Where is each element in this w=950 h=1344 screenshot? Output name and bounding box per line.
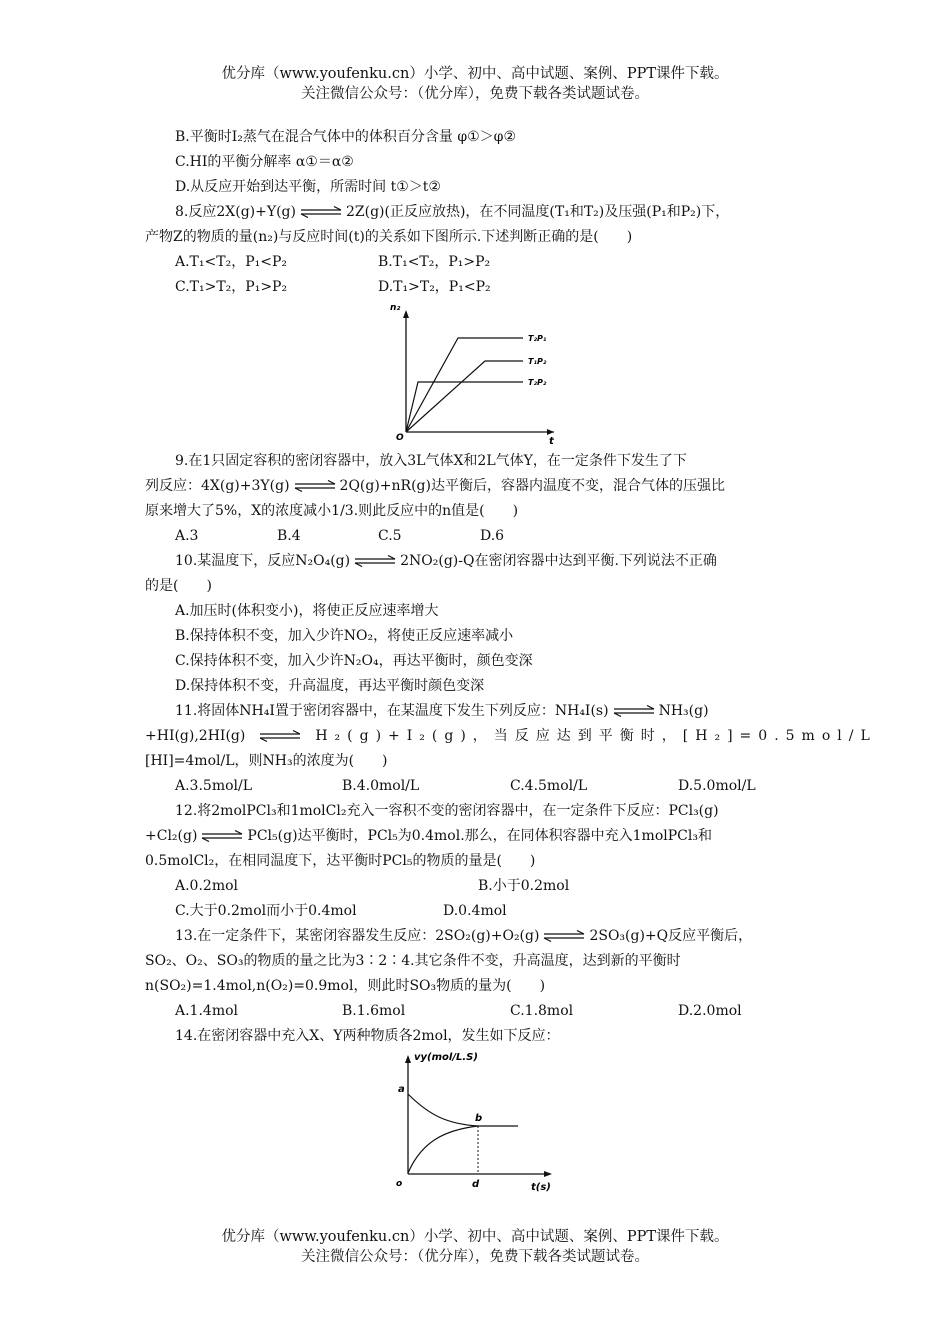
q14-curve-reverse — [408, 1126, 478, 1173]
footer-line-1: 优分库（www.youfenku.cn）小学、初中、高中试题、案例、PPT课件下载。 — [221, 1229, 729, 1245]
q12-option-c: C.大于0.2mol而小于0.4mol — [175, 903, 357, 919]
q8-curve-2-label: T₁P₂ — [528, 357, 547, 366]
q10-stem-line-1 — [175, 551, 717, 571]
q13-option-c: C.1.8mol — [510, 1003, 574, 1019]
q12-stem-part-c: PCl₅(g)达平衡时，PCl₅为0.4mol.那么，在同体积容器中充入1molPCl₃和 — [247, 828, 712, 844]
equilibrium-arrow-icon — [257, 730, 303, 742]
q14-graph-y-unit: y(mol/L.S) — [420, 1052, 478, 1063]
q14-graph-y-label — [414, 1052, 478, 1063]
q8-stem-line-2: 产物Z的物质的量(n₂)与反应时间(t)的关系如下图所示.下述判断正确的是( ) — [145, 229, 633, 245]
q12-option-b: B.小于0.2mol — [478, 878, 570, 894]
q8-graph-y-label: n₂ — [390, 303, 401, 313]
equilibrium-arrow-icon — [352, 555, 398, 567]
q11-option-a: A.3.5mol/L — [175, 778, 253, 794]
q12-option-d: D.0.4mol — [443, 903, 507, 919]
q11-stem-line-1 — [175, 701, 709, 721]
q9-stem-line-2 — [145, 476, 725, 496]
q14-stem-line-1: 14.在密闭容器中充入X、Y两种物质各2mol，发生如下反应： — [175, 1028, 560, 1044]
q12-stem-line-2 — [145, 826, 712, 846]
q11-option-d: D.5.0mol/L — [678, 778, 756, 794]
q8-curve-2 — [406, 361, 523, 432]
q8-stem-part-b: 2Z(g)(正反应放热)，在不同温度(T₁和T₂)及压强(P₁和P₂)下， — [345, 204, 730, 220]
q10-option-b: B.保持体积不变，加入少许NO₂，将使正反应速率减小 — [175, 628, 514, 644]
q14-graph-origin: o — [396, 1179, 403, 1189]
q14-graph-y-arrow-icon — [405, 1055, 411, 1063]
q8-graph-x-label: t — [549, 436, 554, 447]
equilibrium-arrow-icon — [298, 206, 344, 218]
q12-stem-part-b: +Cl₂(g) — [145, 828, 198, 844]
header-line-1: 优分库（www.youfenku.cn）小学、初中、高中试题、案例、PPT课件下载。 — [221, 66, 729, 82]
q12-stem-line-3: 0.5molCl₂，在相同温度下，达平衡时PCl₅的物质的量是( ) — [145, 853, 536, 869]
q8-curve-3 — [406, 382, 523, 432]
q13-option-d: D.2.0mol — [678, 1003, 742, 1019]
q9-stem-line-1: 9.在1只固定容积的密闭容器中，放入3L气体X和2L气体Y，在一定条件下发生了下 — [175, 453, 687, 469]
equilibrium-arrow-icon — [199, 830, 245, 842]
q8-option-d: D.T₁>T₂，P₁<P₂ — [378, 279, 491, 295]
q8-graph-origin: O — [396, 433, 404, 443]
q11-stem-line-2 — [145, 726, 877, 746]
q8-graph-x-arrow-icon — [547, 429, 554, 435]
q9-option-b: B.4 — [277, 528, 301, 544]
q9-option-d: D.6 — [480, 528, 505, 544]
q8-option-a: A.T₁<T₂，P₁<P₂ — [175, 254, 287, 270]
footer-line-2: 关注微信公众号：（优分库），免费下载各类试题试卷。 — [301, 1249, 649, 1265]
q10-stem-line-2: 的是( ) — [145, 578, 212, 594]
q9-option-c: C.5 — [378, 528, 402, 544]
q11-option-c: C.4.5mol/L — [510, 778, 588, 794]
q9-option-a: A.3 — [175, 528, 199, 544]
q13-stem-part-a: 13.在一定条件下，某密闭容器发生反应：2SO₂(g)+O₂(g) — [175, 928, 540, 944]
q7-option-c: C.HI的平衡分解率 α①＝α② — [175, 154, 354, 170]
q13-option-a: A.1.4mol — [175, 1003, 239, 1019]
q8-curve-1 — [406, 338, 523, 432]
q7-option-b: B.平衡时I₂蒸气在混合气体中的体积百分含量 φ①＞φ② — [175, 129, 517, 145]
q13-stem-line-2: SO₂、O₂、SO₃的物质的量之比为3∶2∶4.其它条件不变，升高温度，达到新的平衡时 — [145, 953, 681, 969]
q12-stem-line-1: 12.将2molPCl₃和1molCl₂充入一容积不变的密闭容器中，在一定条件下反应：PCl₃(g) — [175, 803, 719, 819]
q14-graph-x-arrow-icon — [544, 1171, 552, 1177]
q14-graph-y-label-v: v — [414, 1052, 421, 1063]
q8-option-b: B.T₁<T₂，P₁>P₂ — [378, 254, 491, 270]
q8-graph — [368, 298, 568, 448]
equilibrium-arrow-icon — [541, 930, 587, 942]
q8-option-c: C.T₁>T₂，P₁>P₂ — [175, 279, 288, 295]
q14-graph — [360, 1046, 560, 1198]
header-line-2: 关注微信公众号：（优分库），免费下载各类试题试卷。 — [301, 86, 649, 102]
q11-stem-part-a: 11.将固体NH₄I置于密闭容器中，在某温度下发生下列反应：NH₄I(s) — [175, 703, 609, 719]
q12-option-a: A.0.2mol — [175, 878, 239, 894]
q14-graph-point-b: b — [475, 1113, 483, 1124]
q11-stem-part-b: NH₃(g) — [658, 703, 709, 719]
q8-graph-y-arrow-icon — [403, 310, 409, 318]
q11-stem-part-d: H₂(g)+I₂(g)，当反应达到平衡时，[H₂]=0.5mol/L — [315, 728, 877, 744]
q9-stem-line-3: 原来增大了5%，X的浓度减小1/3.则此反应中的n值是( ) — [145, 503, 519, 519]
q9-stem-part-c: 2Q(g)+nR(g)达平衡后，容器内温度不变，混合气体的压强比 — [339, 478, 725, 494]
equilibrium-arrow-icon — [292, 480, 338, 492]
q11-option-b: B.4.0mol/L — [342, 778, 420, 794]
q11-stem-part-c: +HI(g),2HI(g) — [145, 728, 246, 744]
q10-stem-part-a: 10.某温度下，反应N₂O₄(g) — [175, 553, 351, 569]
q14-graph-point-a: a — [398, 1084, 405, 1095]
q13-stem-line-3: n(SO₂)=1.4mol,n(O₂)=0.9mol，则此时SO₃物质的量为( ) — [145, 978, 546, 994]
q8-stem-line-1 — [175, 202, 729, 222]
q14-curve-forward — [408, 1094, 478, 1126]
q7-option-d: D.从反应开始到达平衡，所需时间 t①＞t② — [175, 179, 441, 195]
q9-stem-part-b: 列反应：4X(g)+3Y(g) — [145, 478, 290, 494]
q10-option-d: D.保持体积不变，升高温度，再达平衡时颜色变深 — [175, 678, 485, 694]
q14-graph-x-label: t(s) — [531, 1182, 551, 1193]
q8-curve-1-label: T₂P₁ — [528, 334, 547, 343]
q13-option-b: B.1.6mol — [342, 1003, 406, 1019]
q14-graph-point-d: d — [472, 1179, 480, 1190]
q10-option-c: C.保持体积不变，加入少许N₂O₄，再达平衡时，颜色变深 — [175, 653, 533, 669]
q13-stem-part-b: 2SO₃(g)+Q反应平衡后， — [589, 928, 753, 944]
equilibrium-arrow-icon — [611, 705, 657, 717]
q10-option-a: A.加压时(体积变小)，将使正反应速率增大 — [175, 603, 439, 619]
q13-stem-line-1 — [175, 926, 752, 946]
q8-stem-part-a: 8.反应2X(g)+Y(g) — [175, 204, 296, 220]
q11-stem-line-3: [HI]=4mol/L，则NH₃的浓度为( ) — [145, 753, 388, 769]
q8-curve-3-label: T₂P₂ — [528, 378, 547, 387]
q10-stem-part-b: 2NO₂(g)-Q在密闭容器中达到平衡.下列说法不正确 — [400, 553, 717, 569]
